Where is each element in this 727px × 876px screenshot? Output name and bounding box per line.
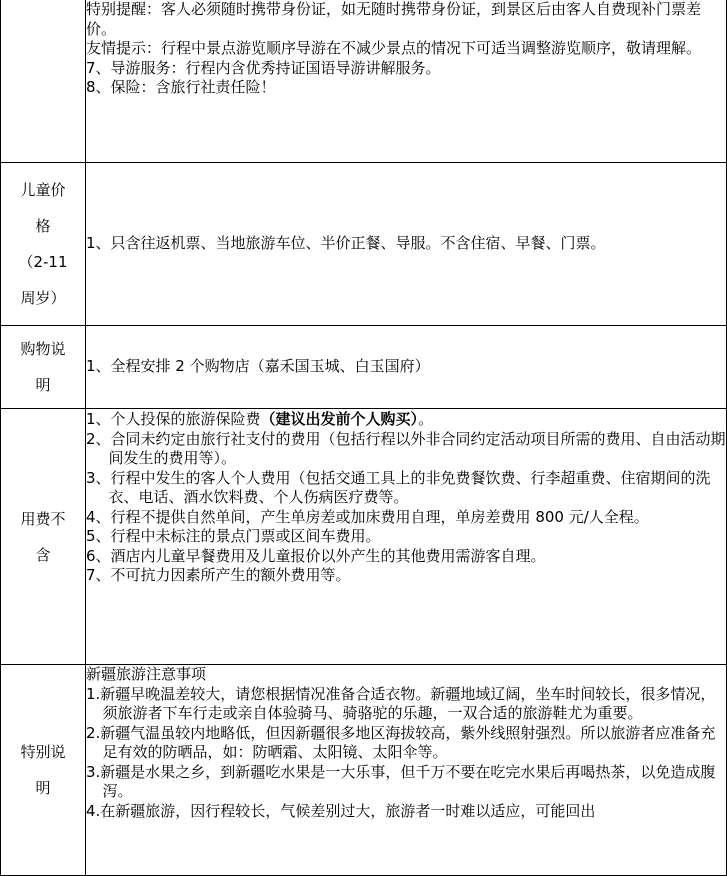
excluded-item-6: 6、酒店内儿童早餐费用及儿童报价以外产生的其他费用需游客自理。 (86, 546, 546, 565)
shopping-label: 购物说 明 (1, 326, 86, 409)
special-item-2: 2.新疆气温虽较内地略低，但因新疆很多地区海拔较高，紫外线照射强烈。所以旅游者应准备充足有效的防晒品，如：防晒霜、太阳镜、太阳伞等。 (86, 723, 716, 761)
excluded-costs-label: 用费不 含 (1, 409, 86, 665)
special-notes-heading: 新疆旅游注意事项 (86, 665, 207, 683)
excluded-item-7: 7、不可抗力因素所产生的额外费用等。 (86, 566, 351, 584)
guide-service-text: 7、导游服务：行程内含优秀持证国语导游讲解服务。 (86, 58, 441, 77)
excluded-item-5: 5、行程中未标注的景点门票或区间车费用。 (86, 527, 381, 545)
notes-row (1, 0, 727, 163)
special-notes-label: 特别说 明 (1, 665, 86, 876)
special-notes-content (86, 665, 727, 876)
special-item-3: 3.新疆是水果之乡，到新疆吃水果是一大乐事，但千万不要在吃完水果后再喝热茶，以免造成腹泻。 (86, 762, 716, 800)
excluded-item-2: 2、合同未约定由旅行社支付的费用（包括行程以外非合同约定活动项目所需的费用、自由活动期间发生的费用等）。 (86, 429, 726, 467)
insurance-text: 8、保险：含旅行社责任险！ (86, 78, 276, 96)
excluded-costs-row (1, 409, 727, 665)
route-order-text: 友情提示：行程中景点游览顺序导游在不减少景点的情况下可适当调整游览顺序，敬请理解。 (86, 39, 702, 57)
shopping-content (86, 326, 727, 409)
child-price-text: 1、只含往返机票、当地旅游车位、半价正餐、导服。不含住宿、早餐、门票。 (86, 234, 606, 253)
shopping-text: 1、全程安排 2 个购物店（嘉禾国玉城、白玉国府） (86, 357, 430, 376)
notes-label-cell (1, 0, 86, 163)
special-item-1: 1.新疆早晚温差较大，请您根据情况准备合适衣物。新疆地域辽阔，坐车时间较长，很多情况，须旅游者下车行走或亲自体验骑马、骑骆驼的乐趣，一双合适的旅游鞋尤为重要。 (86, 684, 716, 722)
child-price-label: 儿童价 格 （2-11 周岁） (1, 163, 86, 326)
shopping-row (1, 326, 727, 409)
special-notes-row (1, 665, 727, 876)
excluded-item-3: 3、行程中发生的客人个人费用（包括交通工具上的非免费餐饮费、行李超重费、住宿期间的洗衣、电话、酒水饮料费、个人伤病医疗费等。 (86, 468, 711, 506)
excluded-item-1: 1、个人投保的旅游保险费（建议出发前个人购买）。 (86, 410, 434, 428)
excluded-item-4: 4、行程不提供自然单间，产生单房差或加床费用自理，单房差费用 800 元/人全程。 (86, 507, 649, 526)
child-price-row (1, 163, 727, 326)
id-reminder-text: 特别提醒：客人必须随时携带身份证，如无随时携带身份证，到景区后由客人自费现补门票差价。 (86, 0, 702, 38)
child-price-content (86, 163, 727, 326)
notes-content-cell (86, 0, 727, 163)
excluded-costs-content (86, 409, 727, 665)
special-item-4: 4.在新疆旅游，因行程较长，气候差别过大，旅游者一时难以适应，可能回出 (86, 801, 596, 820)
